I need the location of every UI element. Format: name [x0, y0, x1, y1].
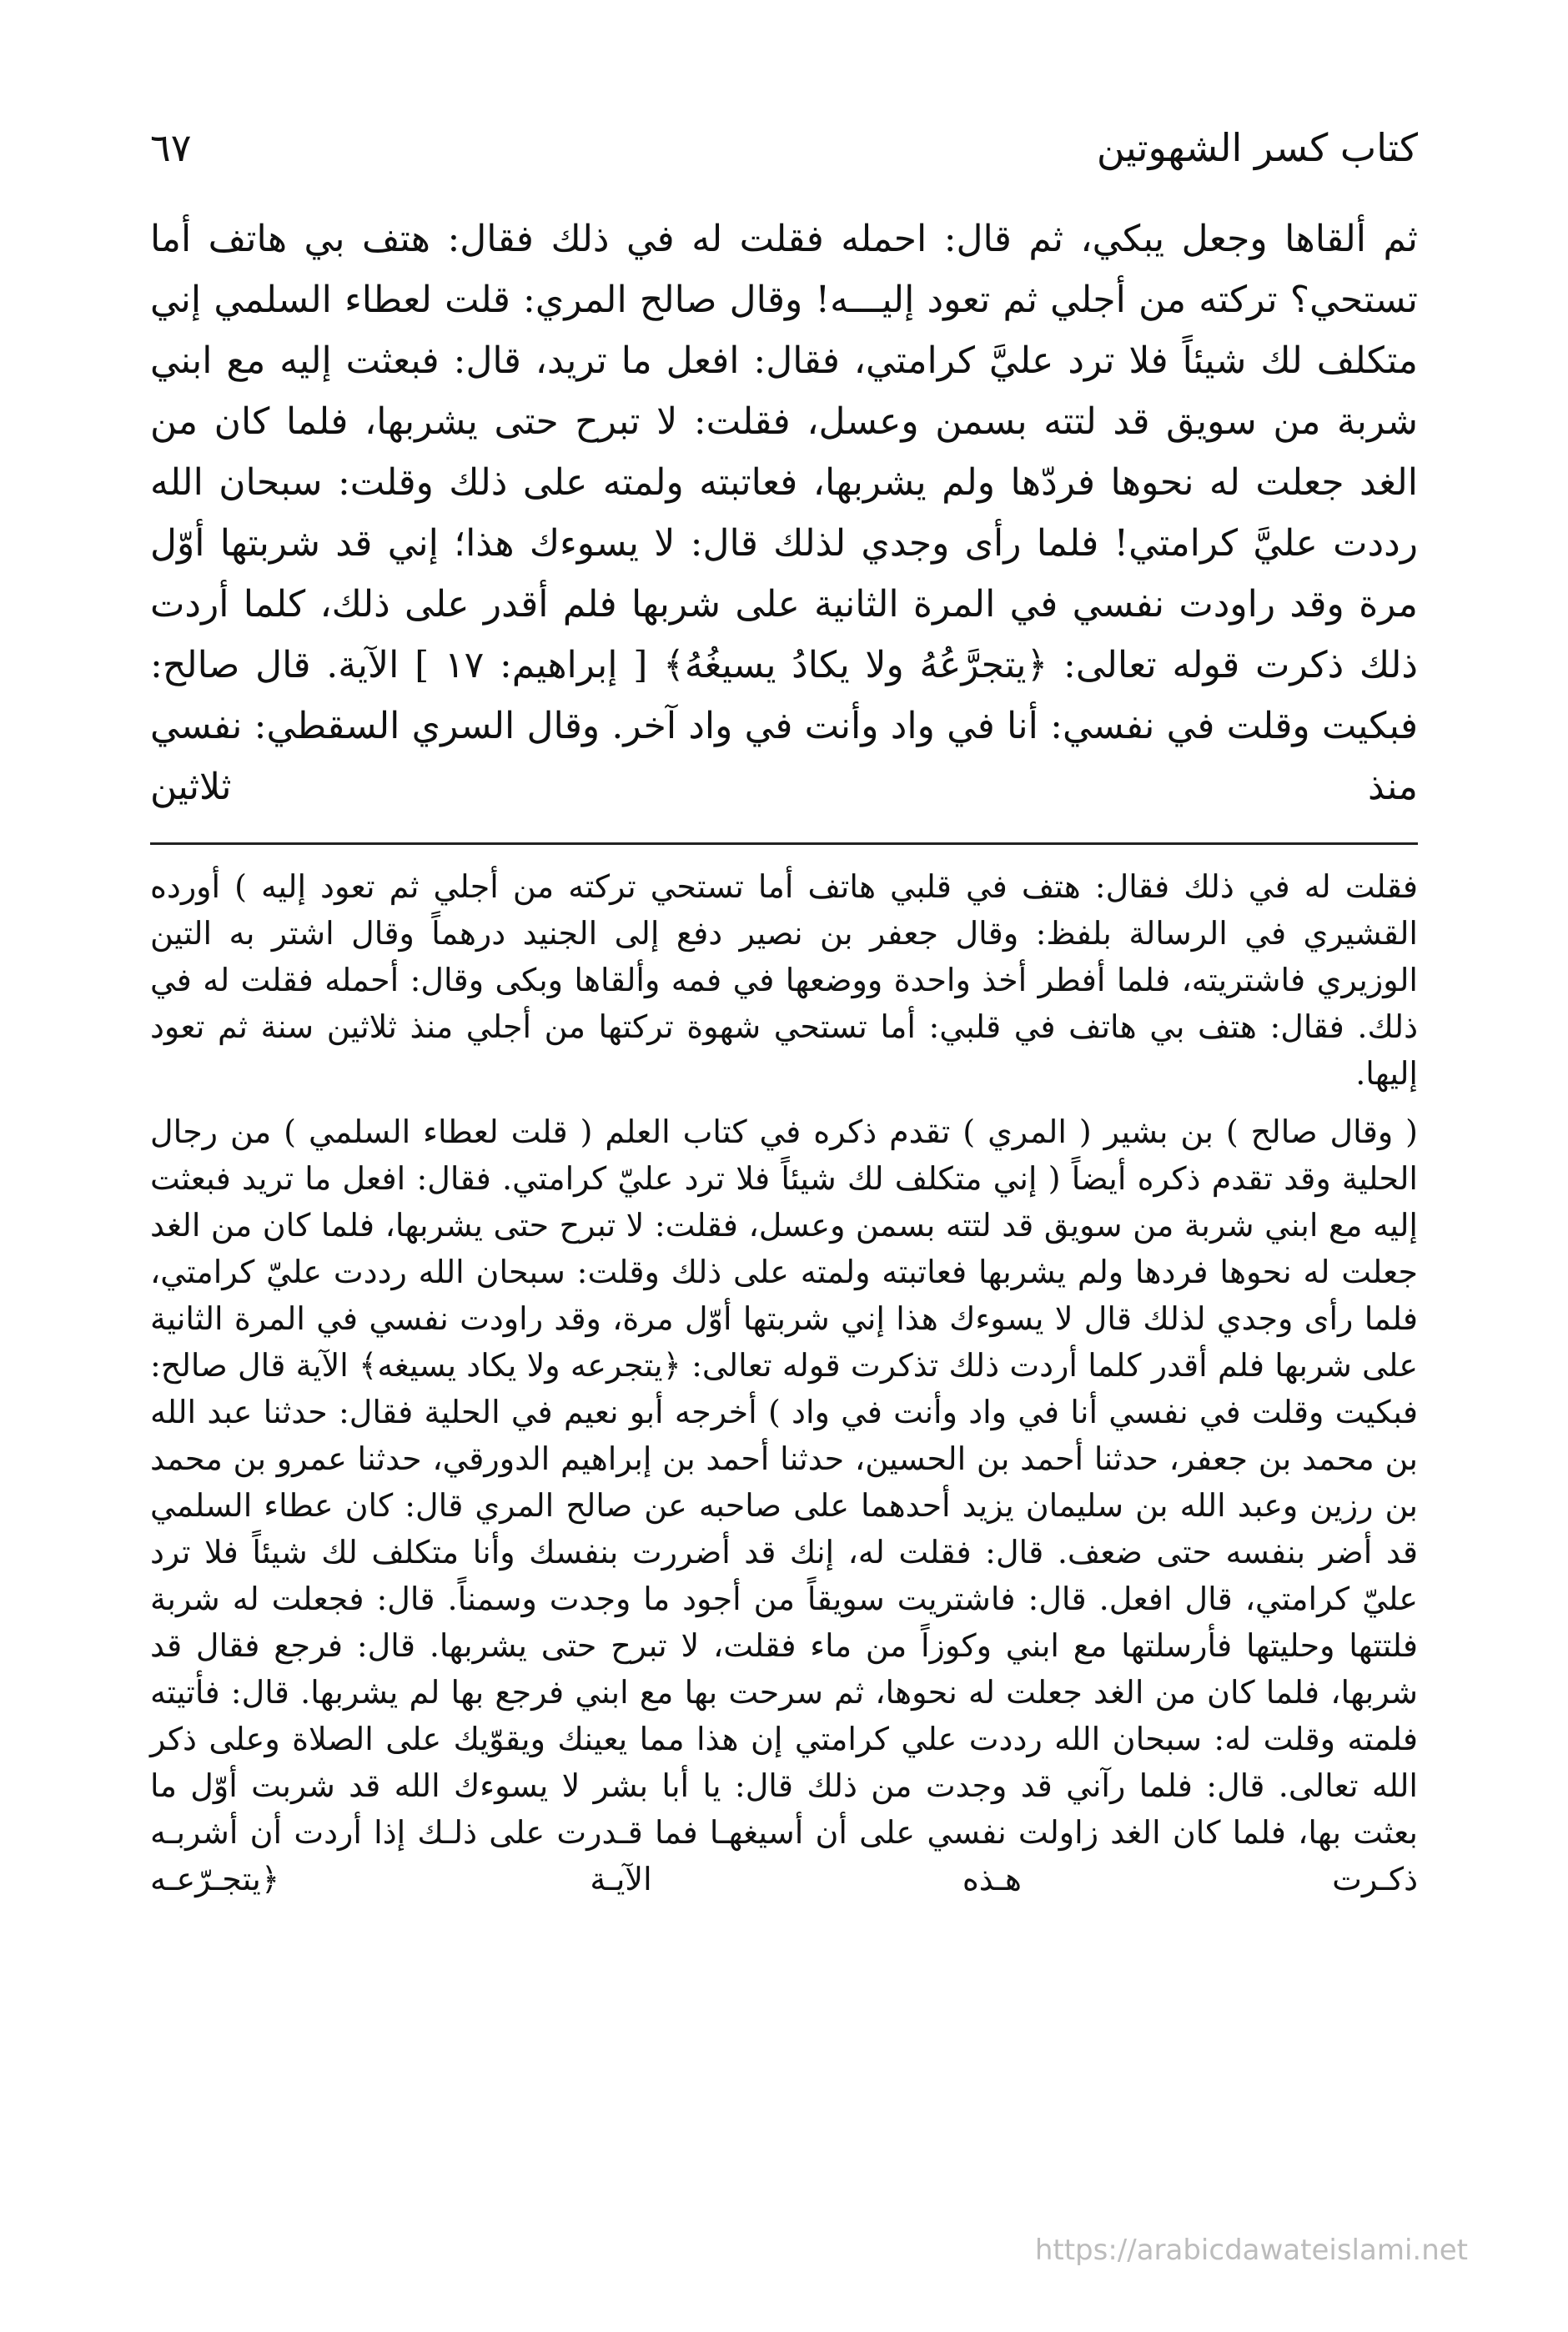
main-text — [150, 209, 1418, 817]
footnote-divider — [150, 842, 1418, 845]
page-number: ٦٧ — [150, 125, 192, 170]
watermark-url: https://arabicdawateislami.net — [1034, 2234, 1468, 2267]
running-title: كتاب كسر الشهوتين — [1096, 125, 1418, 170]
footnotes — [150, 863, 1418, 1902]
main-paragraph: ثم ألقاها وجعل يبكي، ثم قال: احمله فقلت له في ذلك فقال: هتف بي هاتف أما تستحي؟ تركته من أجلي ثم تعود إليـــه! وقال صالح المري: قلت لعطاء السلمي إني متكلف لك شيئاً فلا ترد عليَّ كرامتي، فقال: افعل ما تريد، قال: فبعثت إليه مع ابني شربة من سويق قد لتته بسمن وعسل، فقلت: لا تبرح حتى يشربها، فلما كان من الغد جعلت له نحوها فردّها ولم يشربها، فعاتبته ولمته على ذلك وقلت: سبحان الله رددت عليَّ كرامتي! فلما رأى وجدي لذلك قال: لا يسوءك هذا؛ إني قد شربتها أوّل مرة وقد راودت نفسي في المرة الثانية على شربها فلم أقدر على ذلك، كلما أردت ذلك ذكرت قوله تعالى: ﴿يتجرَّعُهُ ولا يكادُ يسيغُهُ﴾ [ إبراهيم: ١٧ ] الآية. قال صالح: فبكيت وقلت في نفسي: أنا في واد وأنت في واد آخر. وقال السري السقطي: نفسي منذ ثلاثين — [150, 218, 1419, 808]
footnote-paragraph: ( وقال صالح ) بن بشير ( المري ) تقدم ذكره في كتاب العلم ( قلت لعطاء السلمي ) من رجال الحلية وقد تقدم ذكره أيضاً ( إني متكلف لك شيئاً فلا ترد عليّ كرامتي. فقال: افعل ما تريد فبعثت إليه مع ابني شربة من سويق قد لتته بسمن وعسل، فقلت: لا تبرح حتى يشربها، فلما كان من الغد جعلت له نحوها فردها ولم يشربها فعاتبته ولمته على ذلك وقلت: سبحان الله رددت عليّ كرامتي، فلما رأى وجدي لذلك قال لا يسوءك هذا إني شربتها أوّل مرة، وقد راودت نفسي في المرة الثانية على شربها فلم أقدر كلما أردت ذلك تذكرت قوله تعالى: ﴿يتجرعه ولا يكاد يسيغه﴾ الآية قال صالح: فبكيت وقلت في نفسي أنا في واد وأنت في واد ) أخرجه أبو نعيم في الحلية فقال: حدثنا عبد الله بن محمد بن جعفر، حدثنا أحمد بن الحسين، حدثنا أحمد بن إبراهيم الدورقي، حدثنا عمرو بن محمد بن رزين وعبد الله بن سليمان يزيد أحدهما على صاحبه عن صالح المري قال: كان عطاء السلمي قد أضر بنفسه حتى ضعف. قال: فقلت له، إنك قد أضررت بنفسك وأنا متكلف لك شيئاً فلا ترد عليّ كرامتي، قال افعل. قال: فاشتريت سويقاً من أجود ما وجدت وسمناً. قال: فجعلت له شربة فلتتها وحليتها فأرسلتها مع ابني وكوزاً من ماء فقلت، لا تبرح حتى يشربها. قال: فرجع فقال قد شربها، فلما كان من الغد جعلت له نحوها، ثم سرحت بها مع ابني فرجع بها لم يشربها. قال: فأتيته فلمته وقلت له: سبحان الله رددت علي كرامتي إن هذا مما يعينك ويقوّيك على الصلاة وعلى ذكر الله تعالى. قال: فلما رآني قد وجدت من ذلك قال: يا أبا بشر لا يسوءك الله قد شربت أوّل ما بعثت بها، فلما كان الغد زاولت نفسي على أن أسيغهـا فما قـدرت على ذلـك إذا أردت أن أشربـه ذكـرت هـذه الآيـة ﴿يتجـرّعـه — [150, 1113, 1418, 1897]
footnote-paragraph: فقلت له في ذلك فقال: هتف في قلبي هاتف أما تستحي تركته من أجلي ثم تعود إليه ) أورده القشيري في الرسالة بلفظ: وقال جعفر بن نصير دفع إلى الجنيد درهماً وقال اشتر به التين الوزيري فاشتريته، فلما أفطر أخذ واحدة ووضعها في فمه وألقاها وبكى وقال: أحمله فقلت له في ذلك. فقال: هتف بي هاتف في قلبي: أما تستحي شهوة تركتها من أجلي منذ ثلاثين سنة ثم تعود إليها. — [150, 868, 1418, 1092]
page-header — [150, 125, 1418, 183]
